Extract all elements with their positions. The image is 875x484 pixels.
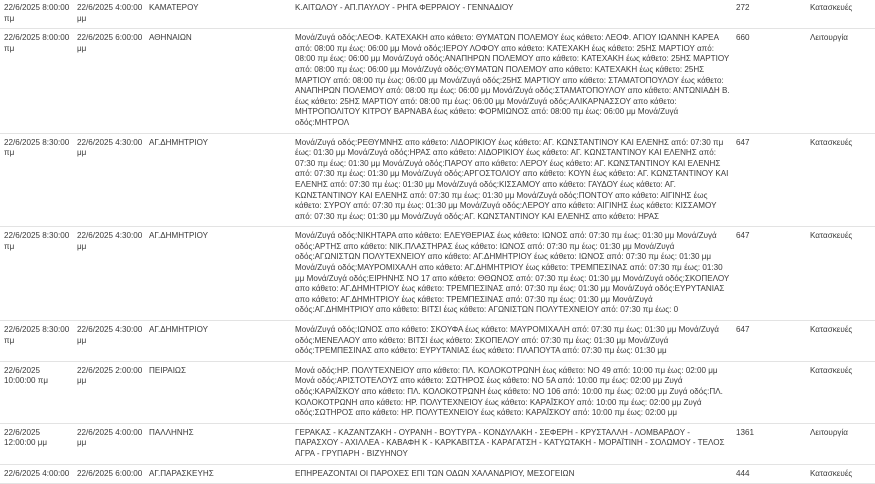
area-cell: ΠΕΙΡΑΙΩΣ bbox=[146, 361, 293, 423]
reason-cell: Κατασκευές bbox=[807, 464, 875, 484]
start-datetime-cell: 22/6/2025 10:00:00 πμ bbox=[0, 361, 73, 423]
start-datetime-cell: 22/6/2025 8:30:00 πμ bbox=[0, 227, 73, 321]
streets-cell: ΓΕΡΑΚΑΣ - ΚΑΖΑΝΤΖΑΚΗ - ΟΥΡΑΝΗ - ΒΟΥΤΥΡΑ - ΚΟΝΔΥΛΑΚΗ - ΣΕΦΕΡΗ - ΚΡΥΣΤΑΛΛΗ - ΛΟΜΒΑΡΔΟΥ - ΠΑΡΑΣΧΟΥ - ΑΧΙΛΛΕΑ - ΚΑΒΑΦΗ Κ - ΚΑΡΚΑΒΙΤΣΑ - ΚΑΡΑΓΑΤΣΗ - ΚΑΤΥΩΤΑΚΗ - ΜΟΡΑΪΤΙΝΗ - ΣΟΛΩΜΟΥ - ΤΕΛΟΣ ΑΓΡΑ - ΓΡΥΠΑΡΗ - ΒΙΖΥΗΝΟΥ bbox=[293, 423, 734, 464]
reason-cell: Κατασκευές bbox=[807, 133, 875, 227]
number-cell bbox=[734, 361, 807, 423]
end-datetime-cell: 22/6/2025 4:30:00 μμ bbox=[73, 133, 146, 227]
end-datetime-cell: 22/6/2025 6:00:00 bbox=[73, 464, 146, 484]
number-cell: 444 bbox=[734, 464, 807, 484]
number-cell: 647 bbox=[734, 227, 807, 321]
area-cell: ΑΓ.ΔΗΜΗΤΡΙΟΥ bbox=[146, 321, 293, 362]
end-datetime-cell: 22/6/2025 4:30:00 μμ bbox=[73, 227, 146, 321]
area-cell: ΑΓ.ΔΗΜΗΤΡΙΟΥ bbox=[146, 133, 293, 227]
number-cell: 660 bbox=[734, 29, 807, 133]
streets-cell: Μονά/Ζυγά οδός:ΙΩΝΟΣ απο κάθετο: ΣΚΟΥΦΑ έως κάθετο: ΜΑΥΡΟΜΙΧΑΛΗ από: 07:30 πμ έως: 01:30 μμ Μονά/Ζυγά οδός:ΜΕΝΕΛΑΟΥ απο κάθετο: ΒΙΤΣΙ έως κάθετο: ΣΚΟΠΕΛΟΥ από: 07:30 πμ έως: 01:30 μμ Μονά/Ζυγά οδός:ΤΡΕΜΠΕΣΙΝΑΣ απο κάθετο: ΕΥΡΥΤΑΝΙΑΣ έως κάθετο: ΠΛΑΠΟΥΤΑ από: 07:30 πμ έως: 01:30 μμ bbox=[293, 321, 734, 362]
table-row bbox=[0, 227, 875, 321]
end-datetime-cell: 22/6/2025 4:30:00 μμ bbox=[73, 321, 146, 362]
start-datetime-cell: 22/6/2025 8:00:00 πμ bbox=[0, 29, 73, 133]
end-datetime-cell: 22/6/2025 6:00:00 μμ bbox=[73, 29, 146, 133]
area-cell: ΠΑΛΛΗΝΗΣ bbox=[146, 423, 293, 464]
table-row bbox=[0, 321, 875, 362]
table-row bbox=[0, 133, 875, 227]
number-cell: 1361 bbox=[734, 423, 807, 464]
table-row bbox=[0, 29, 875, 133]
end-datetime-cell: 22/6/2025 2:00:00 μμ bbox=[73, 361, 146, 423]
number-cell: 647 bbox=[734, 321, 807, 362]
start-datetime-cell: 22/6/2025 4:00:00 bbox=[0, 464, 73, 484]
streets-cell: Μονά/Ζυγά οδός:ΡΕΘΥΜΝΗΣ απο κάθετο: ΛΙΔΟΡΙΚΙΟΥ έως κάθετο: ΑΓ. ΚΩΝΣΤΑΝΤΙΝΟΥ ΚΑΙ ΕΛΕΝΗΣ από: 07:30 πμ έως: 01:30 μμ Μονά/Ζυγά οδός:ΗΡΑΣ απο κάθετο: ΛΙΔΟΡΙΚΙΟΥ έως κάθετο: ΑΓ. ΚΩΝΣΤΑΝΤΙΝΟΥ ΚΑΙ ΕΛΕΝΗΣ από: 07:30 πμ έως: 01:30 μμ Μονά/Ζυγά οδός:ΠΑΡΟΥ απο κάθετο: ΛΕΡΟΥ έως κάθετο: ΑΓ. ΚΩΝΣΤΑΝΤΙΝΟΥ ΚΑΙ ΕΛΕΝΗΣ από: 07:30 πμ έως: 01:30 μμ Μονά/Ζυγά οδός:ΑΡΓΟΣΤΟΛΙΟΥ απο κάθετο: ΚΟΥΝ έως κάθετο: ΑΓ. ΚΩΝΣΤΑΝΤΙΝΟΥ ΚΑΙ ΕΛΕΝΗΣ από: 07:30 πμ έως: 01:30 μμ Μονά/Ζυγά οδός:ΚΙΣΣΑΜΟΥ απο κάθετο: ΓΑΥΔΟΥ έως κάθετο: ΑΓ. ΚΩΝΣΤΑΝΤΙΝΟΥ ΚΑΙ ΕΛΕΝΗΣ από: 07:30 πμ έως: 01:30 μμ Μονά/Ζυγά οδός:ΠΟΝΤΟΥ απο κάθετο: ΑΙΓΙΝΗΣ έως κάθετο: ΣΥΡΟΥ από: 07:30 πμ έως: 01:30 μμ Μονά/Ζυγά οδός:ΛΕΡΟΥ απο κάθετο: ΑΙΓΙΝΗΣ έως κάθετο: ΚΙΣΣΑΜΟΥ από: 07:30 πμ έως: 01:30 μμ Μονά/Ζυγά οδός:ΑΓ. ΚΩΝΣΤΑΝΤΙΝΟΥ ΚΑΙ ΕΛΕΝΗΣ απο κάθετο: ΗΡΑΣ bbox=[293, 133, 734, 227]
reason-cell: Κατασκευές bbox=[807, 321, 875, 362]
area-cell: ΑΘΗΝΑΙΩΝ bbox=[146, 29, 293, 133]
table-row bbox=[0, 464, 875, 484]
number-cell: 272 bbox=[734, 0, 807, 29]
number-cell: 647 bbox=[734, 133, 807, 227]
reason-cell: Λειτουργία bbox=[807, 29, 875, 133]
table-row bbox=[0, 0, 875, 29]
end-datetime-cell: 22/6/2025 4:00:00 μμ bbox=[73, 423, 146, 464]
reason-cell: Κατασκευές bbox=[807, 227, 875, 321]
start-datetime-cell: 22/6/2025 8:00:00 πμ bbox=[0, 0, 73, 29]
streets-cell: Μονά οδός:ΗΡ. ΠΟΛΥΤΕΧΝΕΙΟΥ απο κάθετο: ΠΛ. ΚΟΛΟΚΟΤΡΩΝΗ έως κάθετο: ΝΟ 49 από: 10:00 πμ έως: 02:00 μμ Μονά οδός:ΑΡΙΣΤΟΤΕΛΟΥΣ απο κάθετο: ΣΩΤΗΡΟΣ έως κάθετο: ΝΟ 5Α από: 10:00 πμ έως: 02:00 μμ Ζυγά οδός:ΚΑΡΑΪΣΚΟΥ απο κάθετο: ΠΛ. ΚΟΛΟΚΟΤΡΩΝΗ έως κάθετο: ΝΟ 106 από: 10:00 πμ έως: 02:00 μμ Ζυγά οδός:ΠΛ. ΚΟΛΟΚΟΤΡΩΝΗ απο κάθετο: ΗΡ. ΠΟΛΥΤΕΧΝΕΙΟΥ έως κάθετο: ΚΑΡΑΪΣΚΟΥ από: 10:00 πμ έως: 02:00 μμ Ζυγά οδός:ΣΩΤΗΡΟΣ απο κάθετο: ΗΡ. ΠΟΛΥΤΕΧΝΕΙΟΥ έως κάθετο: ΚΑΡΑΪΣΚΟΥ από: 10:00 πμ έως: 02:00 μμ bbox=[293, 361, 734, 423]
area-cell: ΑΓ.ΠΑΡΑΣΚΕΥΗΣ bbox=[146, 464, 293, 484]
streets-cell: Κ.ΑΙΤΩΛΟΥ - ΑΠ.ΠΑΥΛΟΥ - ΡΗΓΑ ΦΕΡΡΑΙΟΥ - ΓΕΝΝΑΔΙΟΥ bbox=[293, 0, 734, 29]
start-datetime-cell: 22/6/2025 8:30:00 πμ bbox=[0, 321, 73, 362]
reason-cell: Κατασκευές bbox=[807, 361, 875, 423]
reason-cell: Κατασκευές bbox=[807, 0, 875, 29]
streets-cell: Μονά/Ζυγά οδός:ΝΙΚΗΤΑΡΑ απο κάθετο: ΕΛΕΥΘΕΡΙΑΣ έως κάθετο: ΙΩΝΟΣ από: 07:30 πμ έως: 01:30 μμ Μονά/Ζυγά οδός:ΑΡΤΗΣ απο κάθετο: ΝΙΚ.ΠΛΑΣΤΗΡΑΣ έως κάθετο: ΙΩΝΟΣ από: 07:30 πμ έως: 01:30 μμ Μονά/Ζυγά οδός:ΑΓΩΝΙΣΤΩΝ ΠΟΛΥΤΕΧΝΕΙΟΥ απο κάθετο: ΑΓ.ΔΗΜΗΤΡΙΟΥ έως κάθετο: ΙΩΝΟΣ από: 07:30 πμ έως: 01:30 μμ Μονά/Ζυγά οδός:ΜΑΥΡΟΜΙΧΑΛΗ απο κάθετο: ΑΓ.ΔΗΜΗΤΡΙΟΥ έως κάθετο: ΤΡΕΜΠΕΣΙΝΑΣ από: 07:30 πμ έως: 01:30 μμ Μονά/Ζυγά οδός:ΕΙΡΗΝΗΣ ΝΟ 17 απο κάθετο: ΘΘΩΝΟΣ από: 07:30 πμ έως: 01:30 μμ Μονά/Ζυγά οδός:ΣΚΟΠΕΛΟΥ απο κάθετο: ΑΓ.ΔΗΜΗΤΡΙΟΥ έως κάθετο: ΤΡΕΜΠΕΣΙΝΑΣ από: 07:30 πμ έως: 01:30 μμ Μονά/Ζυγά οδός:ΕΥΡΥΤΑΝΙΑΣ απο κάθετο: ΑΓ.ΔΗΜΗΤΡΙΟΥ έως κάθετο: ΤΡΕΜΠΕΣΙΝΑΣ από: 07:30 πμ έως: 01:30 μμ Μονά/Ζυγά οδός:ΑΓ.ΔΗΜΗΤΡΙΟΥ απο κάθετο: ΒΙΤΣΙ έως κάθετο: ΑΓΩΝΙΣΤΩΝ ΠΟΛΥΤΕΧΝΕΙΟΥ από: 07:30 πμ έως: 0 bbox=[293, 227, 734, 321]
table-row bbox=[0, 423, 875, 464]
reason-cell: Λειτουργία bbox=[807, 423, 875, 464]
table-row bbox=[0, 361, 875, 423]
area-cell: ΚΑΜΑΤΕΡΟΥ bbox=[146, 0, 293, 29]
streets-cell: ΕΠΗΡΕΑΖΟΝΤΑΙ ΟΙ ΠΑΡΟΧΕΣ ΕΠΙ ΤΩΝ ΟΔΩΝ ΧΑΛΑΝΔΡΙΟΥ, ΜΕΣΟΓΕΙΩΝ bbox=[293, 464, 734, 484]
start-datetime-cell: 22/6/2025 8:30:00 πμ bbox=[0, 133, 73, 227]
streets-cell: Μονά/Ζυγά οδός:ΛΕΟΦ. ΚΑΤΕΧΑΚΗ απο κάθετο: ΘΥΜΑΤΩΝ ΠΟΛΕΜΟΥ έως κάθετο: ΛΕΟΦ. ΑΓΙΟΥ ΙΩΑΝΝΗ ΚΑΡΕΑ από: 08:00 πμ έως: 06:00 μμ Μονά οδός:ΙΕΡΟΥ ΛΟΦΟΥ απο κάθετο: ΚΑΤΕΧΑΚΗ έως κάθετο: 25ΗΣ ΜΑΡΤΙΟΥ από: 08:00 πμ έως: 06:00 μμ Μονά/Ζυγά οδός:ΑΝΑΠΗΡΩΝ ΠΟΛΕΜΟΥ απο κάθετο: ΚΑΤΕΧΑΚΗ έως κάθετο: 25ΗΣ ΜΑΡΤΙΟΥ από: 08:00 πμ έως: 06:00 μμ Μονά/Ζυγά οδός:ΘΥΜΑΤΩΝ ΠΟΛΕΜΟΥ απο κάθετο: ΚΑΤΕΧΑΚΗ έως κάθετο: 25ΗΣ ΜΑΡΤΙΟΥ από: 08:00 πμ έως: 06:00 μμ Μονά/Ζυγά οδός:25ΗΣ ΜΑΡΤΙΟΥ απο κάθετο: ΣΤΑΜΑΤΟΠΟΥΛΟΥ έως κάθετο: ΑΝΑΠΗΡΩΝ ΠΟΛΕΜΟΥ από: 08:00 πμ έως: 06:00 μμ Μονά/Ζυγά οδός:ΣΤΑΜΑΤΟΠΟΥΛΟΥ απο κάθετο: ΑΝΤΩΝΙΑΔΗ Β. έως κάθετο: 25ΗΣ ΜΑΡΤΙΟΥ από: 08:00 πμ έως: 06:00 μμ Μονά/Ζυγά οδός:ΑΛΙΚΑΡΝΑΣΣΟΥ απο κάθετο: ΜΗΤΡΟΠΟΛΙΤΟΥ ΚΙΤΡΟΥ ΒΑΡΝΑΒΑ έως κάθετο: ΦΟΡΜΙΩΝΟΣ από: 08:00 πμ έως: 06:00 μμ Μονά/Ζυγά οδός:ΜΗΤΡΟΛ bbox=[293, 29, 734, 133]
area-cell: ΑΓ.ΔΗΜΗΤΡΙΟΥ bbox=[146, 227, 293, 321]
end-datetime-cell: 22/6/2025 4:00:00 μμ bbox=[73, 0, 146, 29]
start-datetime-cell: 22/6/2025 12:00:00 μμ bbox=[0, 423, 73, 464]
